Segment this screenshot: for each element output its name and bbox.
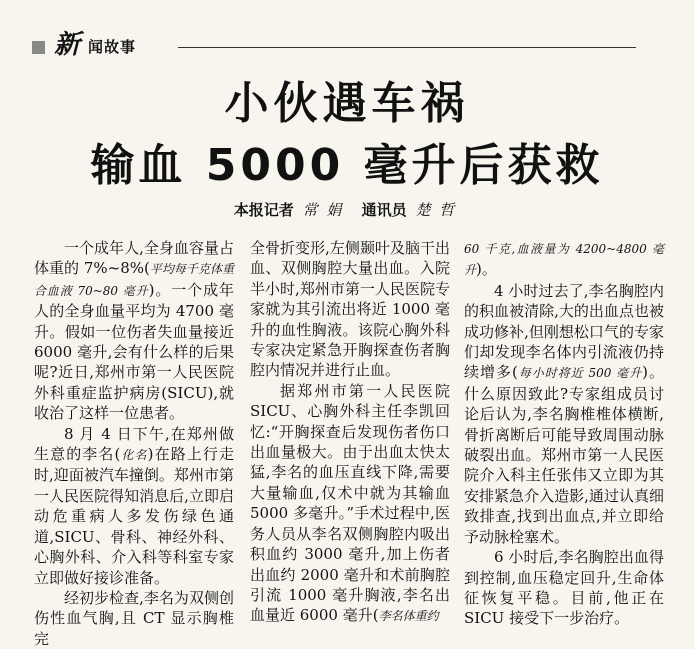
- correspondent-names: 楚 哲: [415, 201, 457, 219]
- section-header: [32, 30, 602, 62]
- article-paragraph: [34, 424, 234, 588]
- text-run: 一个成年人,全身血容量占体重的 7%~8%(: [34, 239, 234, 278]
- text-run: )。一个成年人的全身血量平均为 4700 毫升。假如一位伤者失血量接近 6000 毫升,会有什么样的后果呢?近日,郑州市第一人民医院外科重症监护病房(SICU),就收治了这样一位患者。: [34, 280, 234, 423]
- text-run: 8 月 4 日下午,在郑州做生意的李名(: [34, 424, 234, 464]
- correspondent-label: 通讯员: [361, 201, 407, 219]
- parenthetical-note: 60 千克,血液量为 4200~4800 毫升: [464, 242, 664, 278]
- section-title: 闻故事: [88, 38, 137, 56]
- text-run: )在路上行走时,迎面被汽车撞倒。郑州市第一人民医院得知消息后,立即启动危重病人多发伤绿色通道,SICU、骨科、神经外科、心胸外科、介入科等科室专家立即做好接诊准备。: [34, 445, 234, 587]
- parenthetical-note: 化名: [120, 448, 148, 463]
- text-run: )。: [476, 260, 497, 279]
- article-paragraph: [464, 238, 664, 281]
- parenthetical-note: 每小时将近 500 毫升: [517, 366, 643, 381]
- headline-line-2: 输血 5000 毫升后获救: [90, 140, 604, 191]
- section-rule: [178, 47, 636, 48]
- article-column-2: [250, 238, 450, 627]
- article-paragraph: 全骨折变形,左侧颞叶及脑干出血、双侧胸腔大量出血。入院半小时,郑州市第一人民医院专家就为其引流出将近 1000 毫升的血性胸液。该院心胸外科专家决定紧急开胸探查伤者胸腔内情况并进行止血。: [250, 239, 450, 380]
- article-paragraph: 6 小时后,李名胸腔出血得到控制,血压稳定回升,生命体征恢复平稳。目前,他正在 SICU 接受下一步治疗。: [464, 548, 664, 628]
- section-title-first-char: 新: [54, 30, 81, 60]
- section-marker-square: [32, 41, 45, 54]
- reporter-names: 常 娟: [302, 201, 344, 219]
- article-paragraph: [464, 281, 664, 547]
- article-column-3: [464, 238, 664, 629]
- reporter-label: 本报记者: [233, 201, 294, 219]
- text-run: 据郑州市第一人民医院 SICU、心胸外科主任李凯回忆:“开胸探查后发现伤者伤口出血量极大。由于出血太快太猛,李名的血压直线下降,需要大量输血,仅术中就为其输血 5000 多毫升。”手术过程中,医务人员从李名双侧胸腔内吸出积血约 3000 毫升,加上伤者出血约 2000 毫升和术前胸腔引流 1000 毫升胸液,李名出血量近 6000 毫升(: [250, 381, 450, 625]
- headline-line-1: 小伙遇车祸: [224, 78, 470, 129]
- text-run: 4 小时过去了,李名胸腔内的积血被清除,大的出血点也被成功修补,但刚想松口气的专家们却发现李名体内引流液仍持续增多(: [464, 281, 664, 382]
- parenthetical-note: 平均每千克体重合血液 70~80 毫升: [34, 262, 234, 298]
- parenthetical-note: 李名体重约: [378, 609, 439, 624]
- article-paragraph: 经初步检查,李名为双侧创伤性血气胸,且 CT 显示胸椎完: [34, 588, 234, 648]
- article-paragraph: [250, 381, 450, 627]
- text-run: )。什么原因致此?专家组成员讨论后认为,李名胸椎椎体横断,骨折离断后可能导致周围动脉破裂出血。郑州市第一人民医院介入科主任张伟又立即为其安排紧急介入造影,通过认真细致排查,找到出血点,并立即给予动脉栓塞术。: [464, 363, 664, 546]
- article-column-1: [34, 238, 234, 649]
- byline: [0, 200, 694, 220]
- article-paragraph: [34, 238, 234, 424]
